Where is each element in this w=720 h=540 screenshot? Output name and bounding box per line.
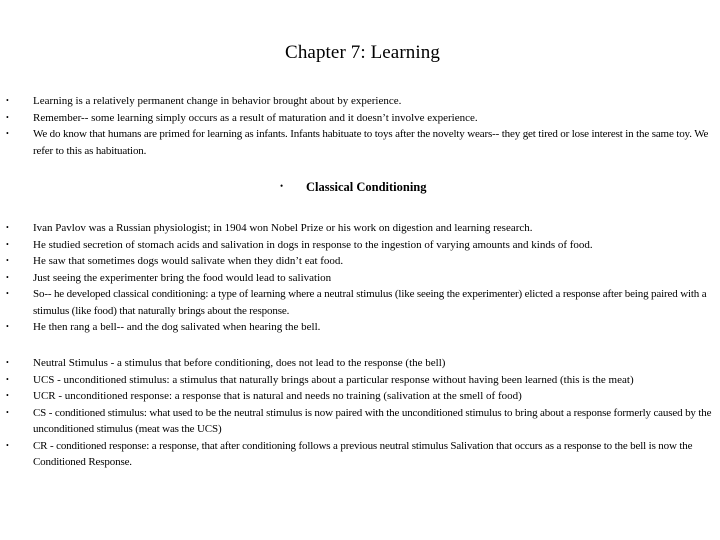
bullet-dot-icon: •: [6, 440, 9, 450]
bullet-dot-icon: •: [6, 322, 9, 331]
list-item: [0, 286, 720, 319]
bullet-dot-icon: •: [6, 391, 9, 400]
bullet-dot-icon: •: [6, 374, 9, 384]
intro-bullet-text: We do know that humans are primed for learning as infants. Infants habituate to toys after the novelty wears-- they get tired or lose interest in the same toy. We refer to this as habituation.: [33, 128, 709, 157]
intro-bullet-text: Learning is a relatively permanent change in behavior brought about by experience.: [33, 95, 402, 107]
list-item: [0, 93, 720, 110]
term-bullet-text: CS - conditioned stimulus: what used to be the neutral stimulus is now paired with the unconditioned stimulus to bring about a response formerly caused by the unconditioned stimulus (meat was the UCS): [33, 406, 712, 435]
intro-bullet-text: Remember-- some learning simply occurs as a result of maturation and it doesn’t involve experience.: [33, 111, 478, 124]
terms-bullet-list: [0, 355, 720, 471]
list-item: [0, 372, 720, 389]
pavlov-bullet-text: He saw that sometimes dogs would salivate when they didn’t eat food.: [33, 255, 344, 267]
pavlov-bullet-text: Ivan Pavlov was a Russian physiologist; in 1904 won Nobel Prize or his work on digestion and learning research.: [33, 222, 533, 234]
list-item: [0, 220, 720, 237]
bullet-dot-icon: •: [6, 407, 9, 417]
pavlov-bullet-text: He studied secretion of stomach acids and salivation in dogs in response to the ingestion of varying amounts and kinds of food.: [33, 238, 593, 251]
list-item: [0, 438, 720, 471]
pavlov-bullet-list: [0, 220, 720, 336]
term-bullet-text: CR - conditioned response: a response, that after conditioning follows a previous neutral stimulus Salivation that occurs as a response to the bell is now the Conditioned Response.: [33, 439, 693, 468]
list-item: [0, 270, 720, 287]
pavlov-bullet-text: So-- he developed classical conditioning: a type of learning where a neutral stimulus (like seeing the experimenter) elicted a response after being paired with a stimulus (like food) that naturally brings about the response.: [33, 288, 707, 317]
bullet-dot-icon: •: [280, 181, 284, 191]
list-item: [0, 388, 720, 405]
pavlov-bullet-text: Just seeing the experimenter bring the food would lead to salivation: [33, 271, 332, 284]
bullet-dot-icon: •: [6, 256, 9, 265]
list-item: [0, 253, 720, 270]
bullet-dot-icon: •: [6, 129, 9, 138]
bullet-dot-icon: •: [6, 112, 9, 122]
list-item: [0, 405, 720, 438]
section-heading-text: Classical Conditioning: [306, 180, 427, 194]
term-bullet-text: UCR - unconditioned response: a response that is natural and needs no training (salivation at the smell of food): [33, 390, 522, 402]
bullet-dot-icon: •: [6, 289, 9, 298]
term-bullet-text: Neutral Stimulus - a stimulus that before conditioning, does not lead to the response (the bell): [33, 357, 446, 369]
list-item: [0, 319, 720, 336]
bullet-dot-icon: •: [6, 358, 9, 367]
pavlov-bullet-text: He then rang a bell-- and the dog salivated when hearing the bell.: [33, 321, 321, 333]
intro-bullet-list: [0, 93, 720, 159]
list-item: [0, 237, 720, 254]
page-title: Chapter 7: Learning: [285, 42, 440, 63]
term-bullet-text: UCS - unconditioned stimulus: a stimulus that naturally brings about a particular response without having been learned (this is the meat): [33, 373, 634, 386]
list-item: [0, 126, 720, 159]
bullet-dot-icon: •: [6, 223, 9, 232]
list-item: [0, 110, 720, 127]
bullet-dot-icon: •: [6, 96, 9, 105]
list-item: [0, 355, 720, 372]
bullet-dot-icon: •: [6, 272, 9, 282]
bullet-dot-icon: •: [6, 239, 9, 249]
section-heading: [280, 180, 427, 195]
